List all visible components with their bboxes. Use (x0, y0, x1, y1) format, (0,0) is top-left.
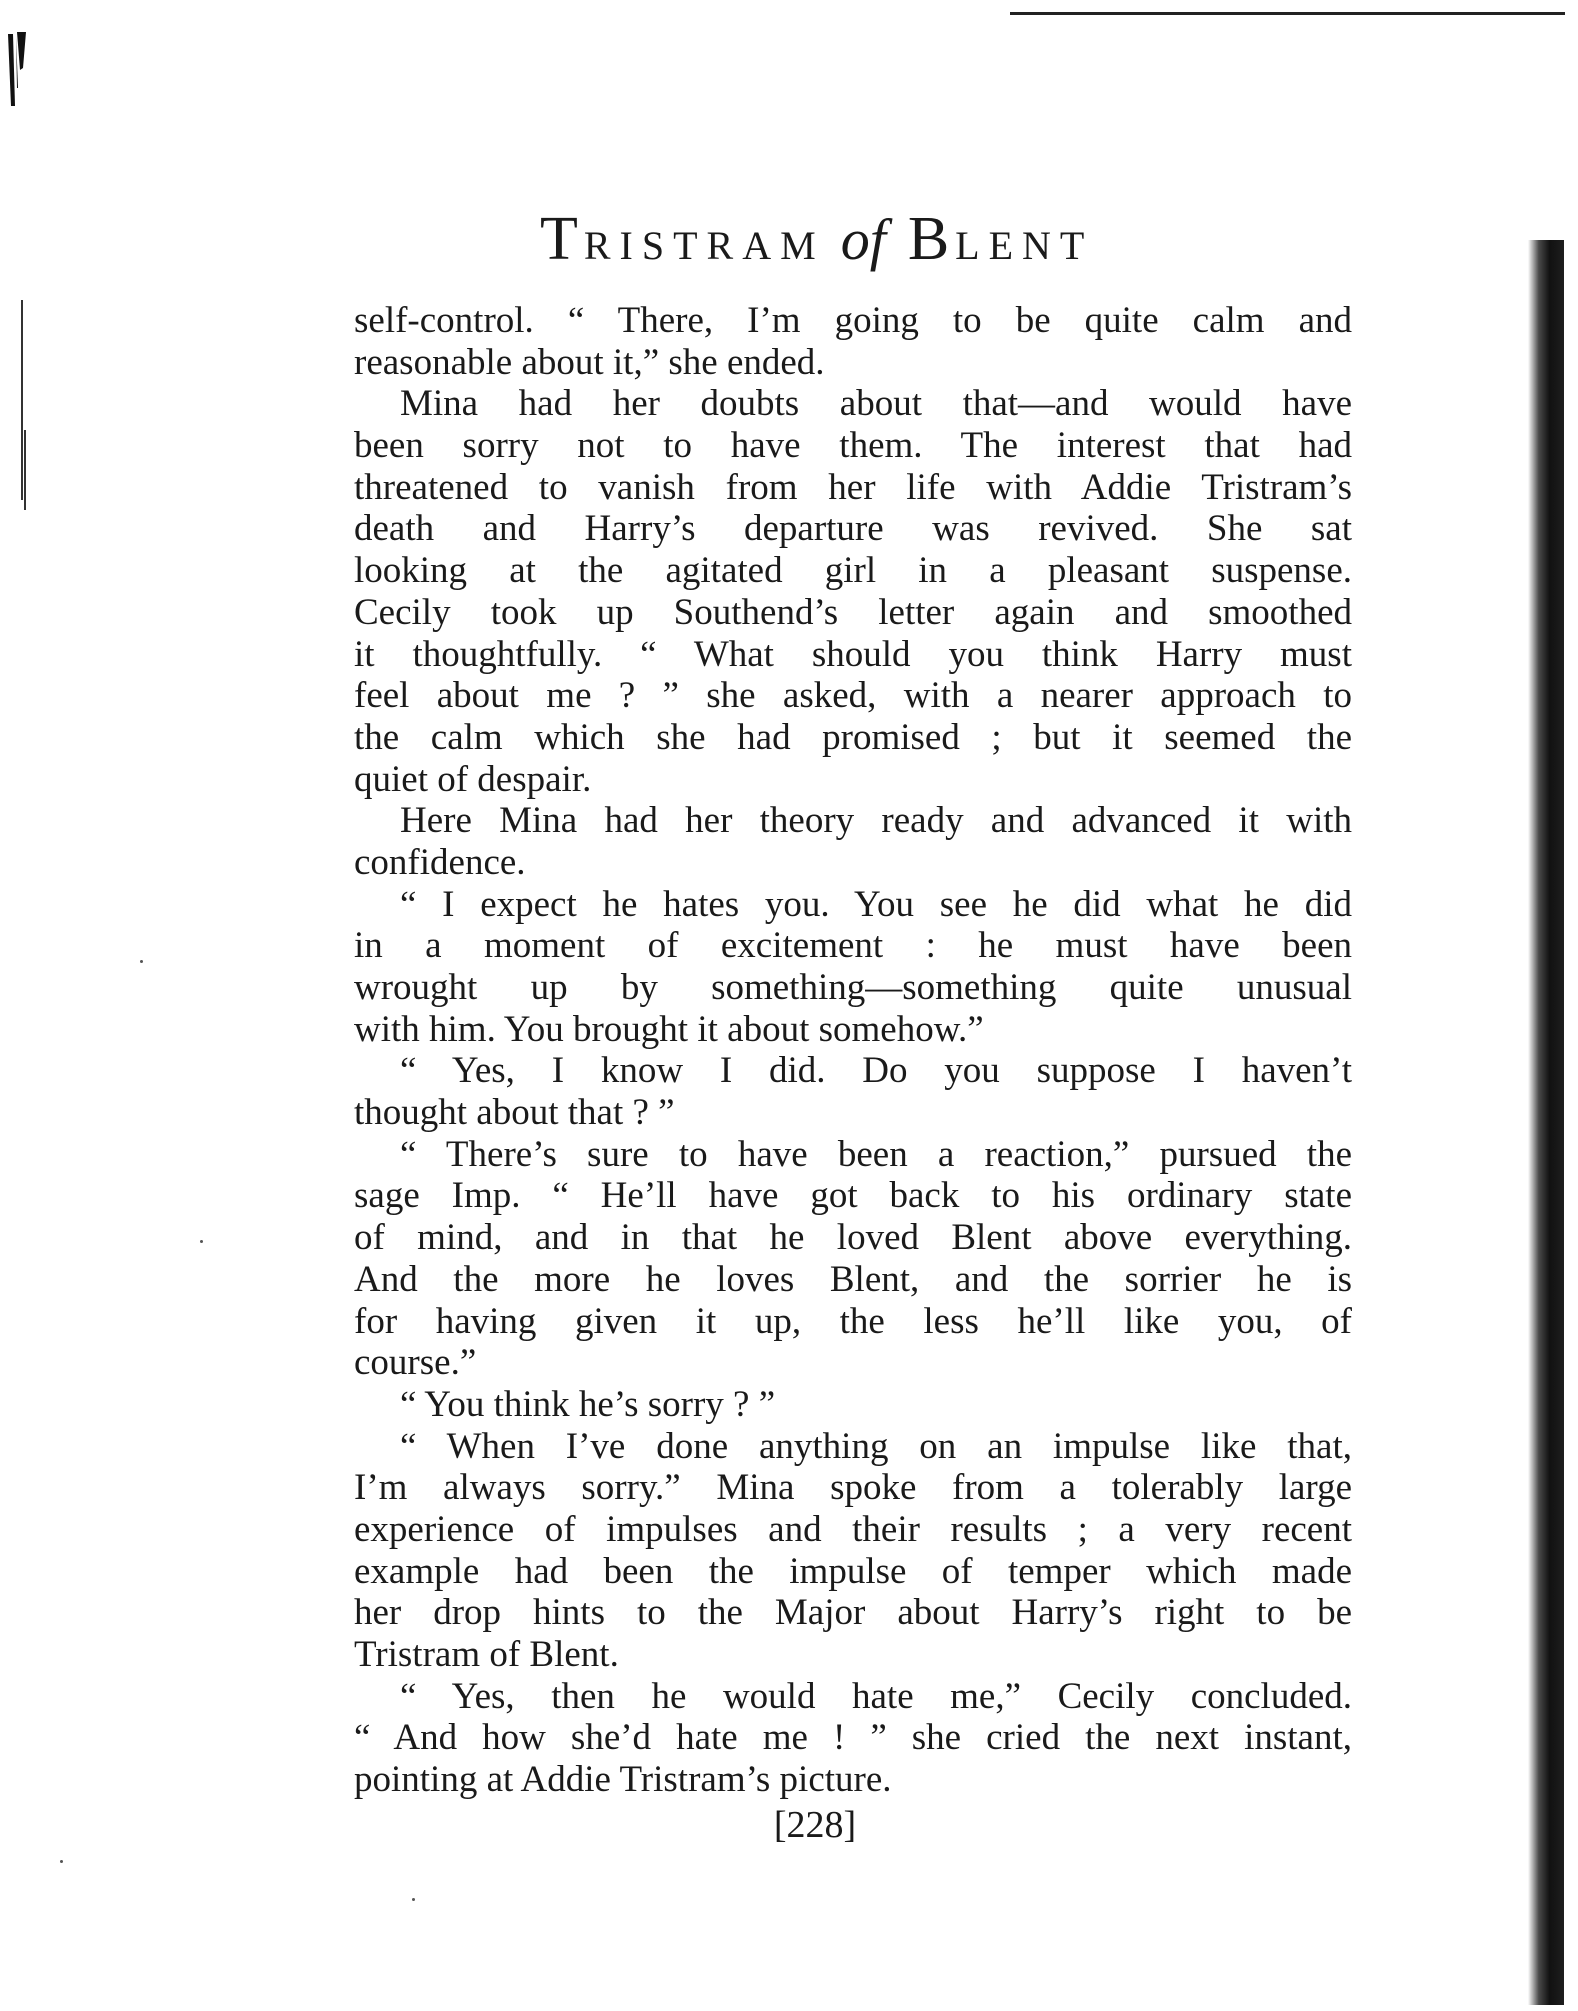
text-line: for having given it up, the less he’ll like you, of (354, 1300, 1352, 1342)
text-line: confidence. (354, 841, 526, 883)
text-line: looking at the agitated girl in a pleasant suspense. (354, 550, 1352, 592)
text-line: threatened to vanish from her life with Addie Tristram’s (354, 466, 1352, 508)
text-line: with him. You brought it about somehow.” (354, 1008, 984, 1050)
scan-speck (60, 1860, 63, 1863)
text-line: in a moment of excitement : he must have been (354, 925, 1352, 967)
text-line: example had been the impulse of temper which made (354, 1550, 1352, 1592)
running-head (540, 204, 1180, 281)
text-line: “ I expect he hates you. You see he did what he did (400, 883, 1352, 925)
scan-corner-mark (6, 28, 28, 108)
text-line: self-control. “ There, I’m going to be quite calm and (354, 300, 1352, 341)
running-head-connector: of (840, 207, 886, 272)
text-line: Tristram of Blent. (354, 1634, 619, 1675)
text-line: And the more he loves Blent, and the sorrier he is (354, 1258, 1352, 1300)
text-line: I’m always sorry.” Mina spoke from a tolerably large (354, 1467, 1352, 1509)
text-line: quiet of despair. (354, 758, 592, 800)
scan-left-mark (24, 430, 26, 510)
text-line: sage Imp. “ He’ll have got back to his ordinary state (354, 1175, 1352, 1217)
running-head-first-word: TRISTRAM (540, 205, 825, 273)
text-line: of mind, and in that he loved Blent above everything. (354, 1217, 1352, 1259)
text-line: reasonable about it,” she ended. (354, 341, 825, 383)
text-line: Cecily took up Southend’s letter again and smoothed (354, 591, 1352, 633)
text-line: it thoughtfully. “ What should you think Harry must (354, 633, 1352, 675)
scan-speck (140, 960, 143, 963)
text-line: pointing at Addie Tristram’s picture. (354, 1759, 892, 1801)
scan-left-mark (21, 300, 23, 500)
text-line: Here Mina had her theory ready and advanced it with (400, 800, 1352, 842)
text-line: feel about me ? ” she asked, with a nearer approach to (354, 675, 1352, 717)
text-line: “ You think he’s sorry ? ” (400, 1383, 776, 1425)
page-number-container (0, 1803, 1578, 1847)
text-line: thought about that ? ” (354, 1092, 675, 1134)
text-line: the calm which she had promised ; but it seemed the (354, 716, 1352, 758)
scan-top-rule (1010, 12, 1565, 15)
text-line: experience of impulses and their results ; a very recent (354, 1508, 1352, 1550)
text-line: Mina had her doubts about that—and would have (400, 383, 1352, 425)
text-line: “ And how she’d hate me ! ” she cried the next instant, (354, 1717, 1352, 1759)
scan-right-edge-shadow (1528, 240, 1564, 2005)
scan-speck (200, 1240, 203, 1243)
text-line: her drop hints to the Major about Harry’s right to be (354, 1592, 1352, 1634)
text-line: course.” (354, 1342, 477, 1384)
text-line: “ Yes, I know I did. Do you suppose I haven’t (400, 1050, 1352, 1092)
running-head-last-word: BLENT (907, 205, 1094, 273)
text-line: “ When I’ve done anything on an impulse like that, (400, 1425, 1352, 1467)
text-line: been sorry not to have them. The interest that had (354, 425, 1352, 467)
page-number: [228] (773, 1804, 857, 1846)
text-line: “ Yes, then he would hate me,” Cecily concluded. (400, 1675, 1352, 1717)
text-line: “ There’s sure to have been a reaction,” pursued the (400, 1133, 1352, 1175)
text-line: death and Harry’s departure was revived. She sat (354, 508, 1352, 550)
text-line: wrought up by something—something quite unusual (354, 967, 1352, 1008)
scan-speck (412, 1898, 415, 1901)
body-text (354, 300, 1352, 1801)
